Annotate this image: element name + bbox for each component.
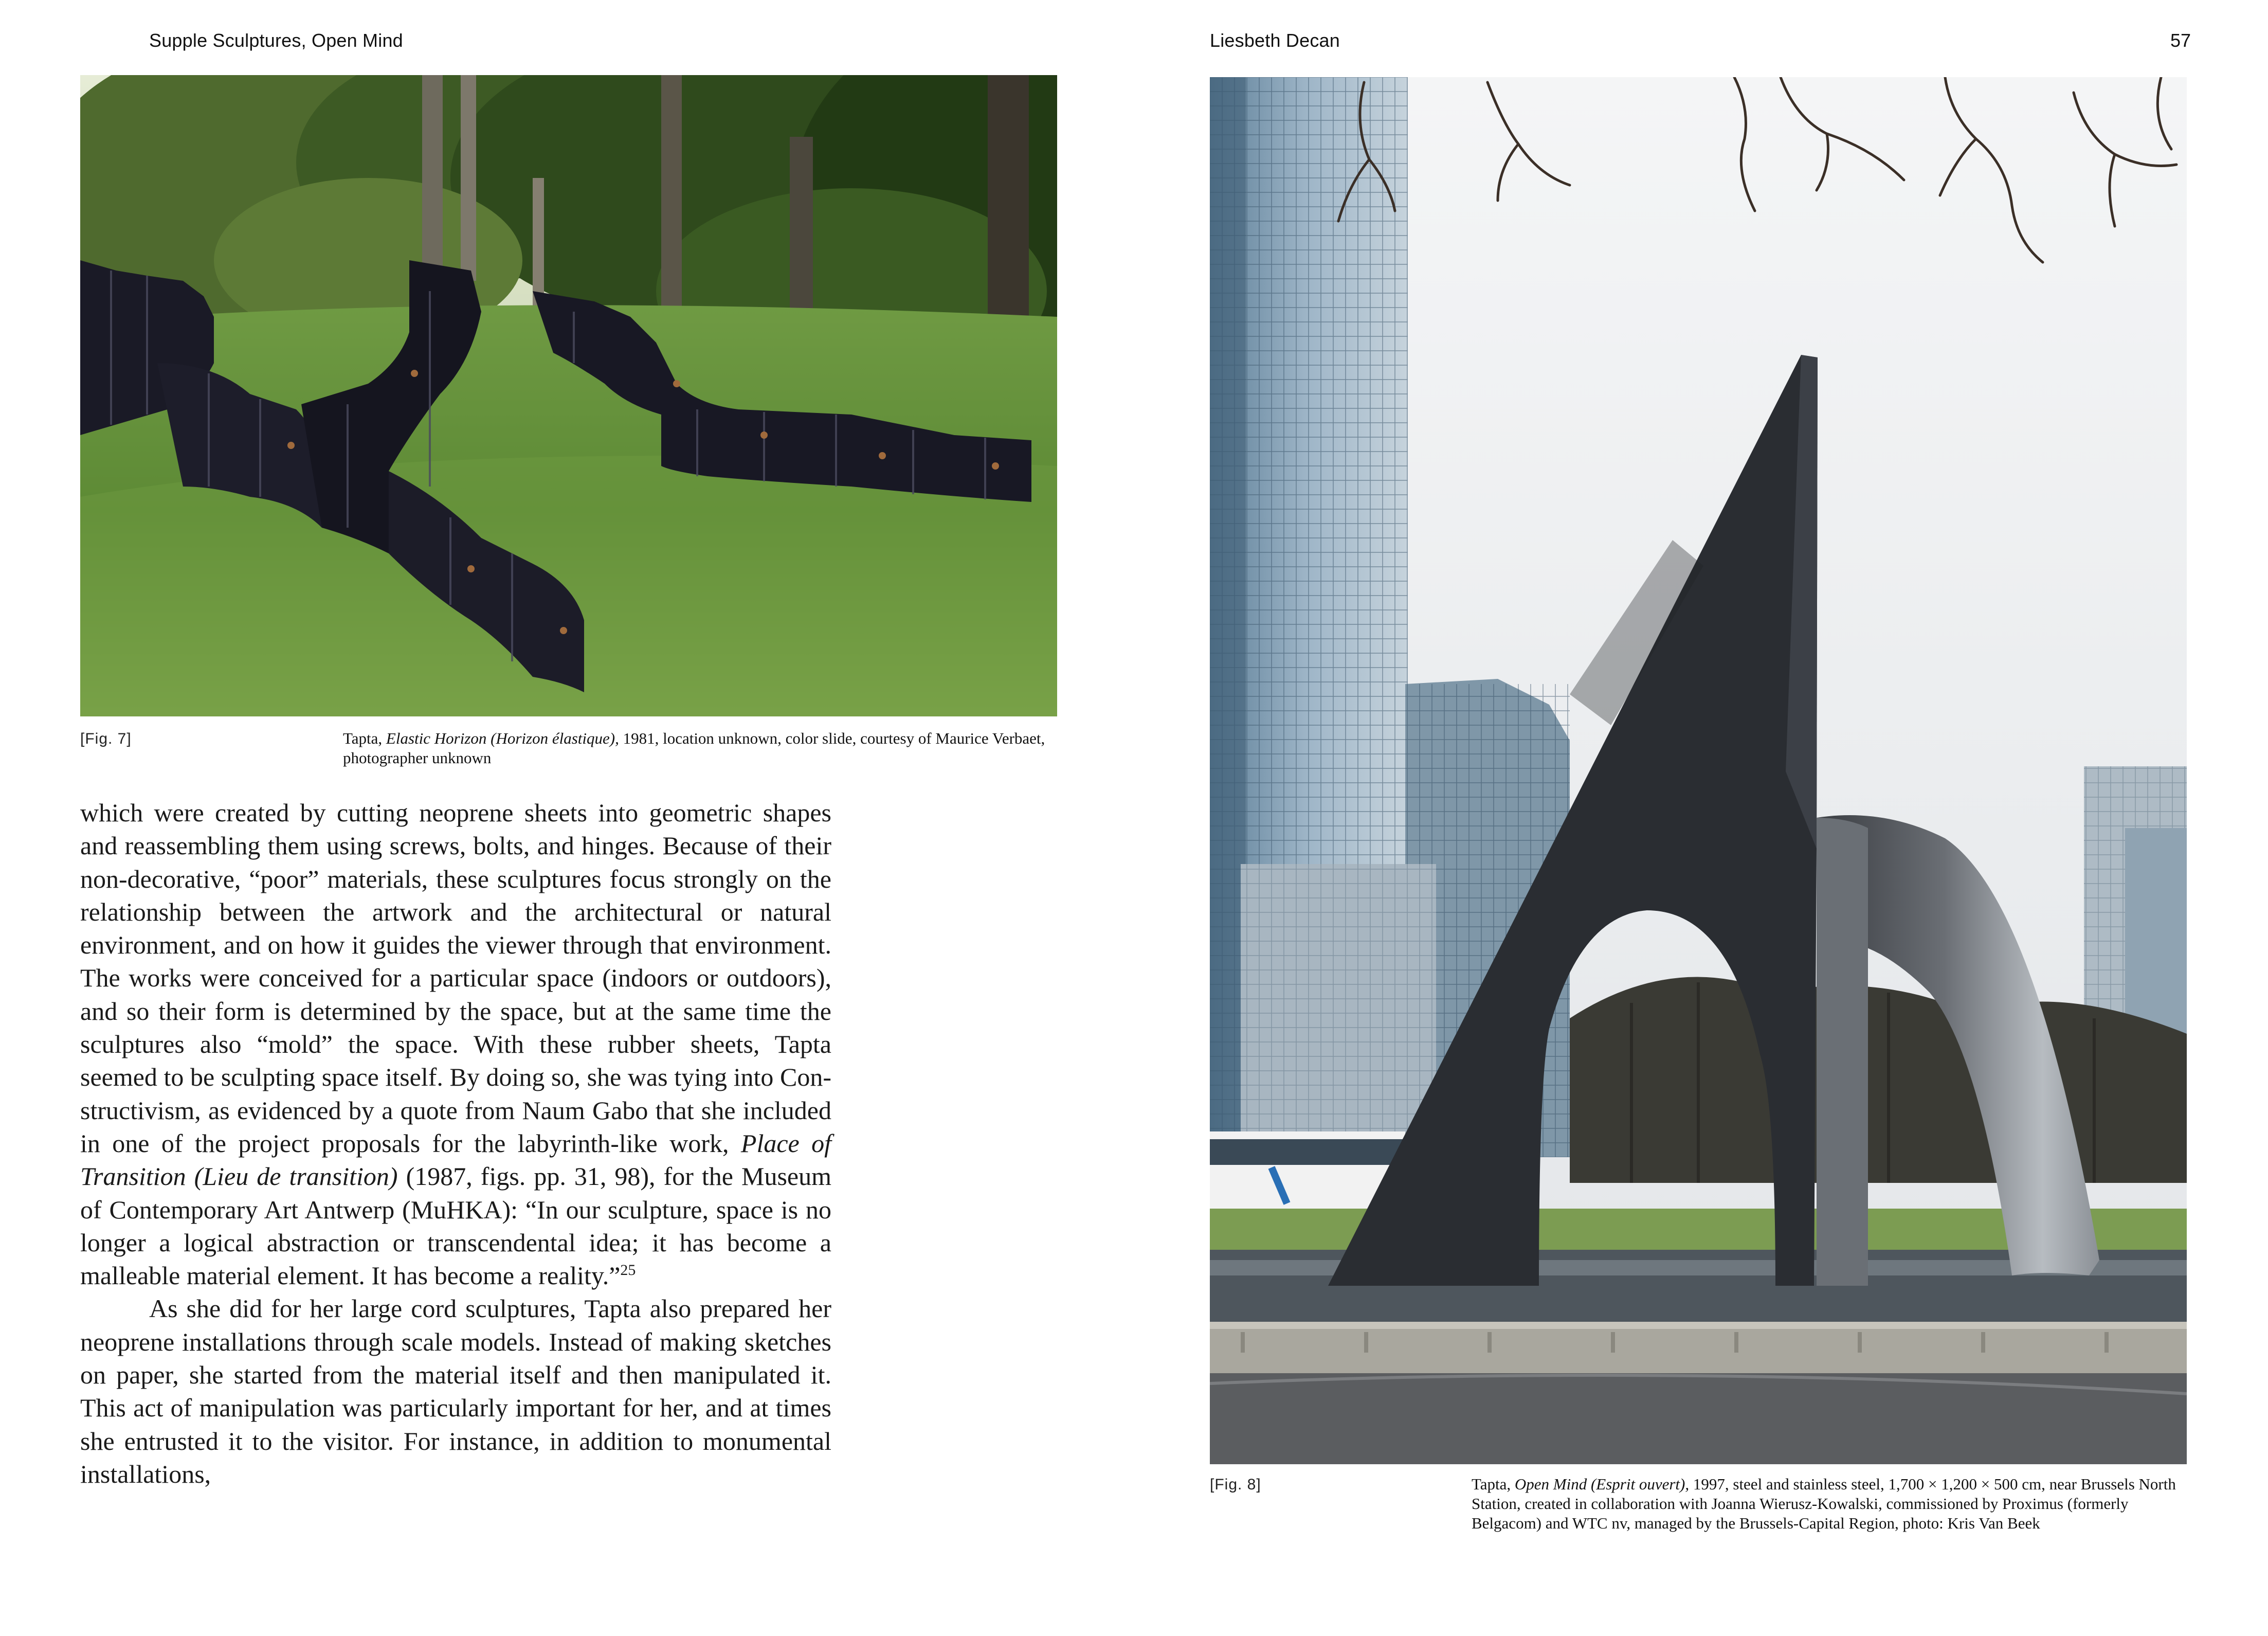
paragraph-text: which were created by cutting neoprene sheets into geometric shapes and reassembling them using screws, bolts, and hinges. Because of their non-decorative, “poor” materials, these sculptures focus strongly on the relationship between the artwork and the architectural or natural environment, and on how it guides the viewer through that environment. The works were conceived for a particular space (indoors or outdoors), and so their form is determined by the space, but at the same time the sculptures also “mold” the space. With these rubber sheets, Tapta seemed to be sculpting space itself. By doing so, she was tying into Constructivism, as evidenced by a quote from Naum Gabo that she included in one of the project proposals for the labyrinth-like work, <box>80 798 831 1158</box>
caption-details: 1997, steel and stainless steel, 1,700 × 1,200 × 500 cm, near Brussels North Station, created in collaboration with Joanna Wierusz-Kowalski, commissioned by Proximus (formerly Belgacom) and WTC nv, managed by the Brussels-Capital Region, photo: Kris Van Beek <box>1472 1475 2176 1532</box>
caption-title: Elastic Horizon (Horizon élastique), <box>386 729 619 747</box>
figure-label: [Fig. 8] <box>1210 1476 1261 1493</box>
caption-title: Open Mind (Esprit ouvert), <box>1514 1475 1690 1493</box>
right-page <box>1134 0 2268 1636</box>
caption-details: 1981, location unknown, color slide, courtesy of Maurice Verbaet, photographer unknown <box>343 729 1045 767</box>
paragraph <box>80 796 831 1292</box>
caption-prefix: Tapta, <box>343 729 386 747</box>
paragraph-text: As she did for her large cord sculptures, Tapta also prepared her neoprene installations through scale models. Instead of making sketches on paper, she started from the material itself and then manipulated it. This act of manipulation was particularly important for her, and at times she entrusted it to the visitor. For instance, in addition to monumental installations, <box>80 1294 831 1488</box>
photo-elastic-horizon <box>80 75 1057 716</box>
body-text <box>80 796 831 1490</box>
running-head-left: Supple Sculptures, Open Mind <box>149 30 403 51</box>
figure-label: [Fig. 7] <box>80 730 132 747</box>
paragraph-text: (1987, figs. pp. 31, 98), for the Museum of Contemporary Art Antwerp (MuHKA): “In our sculpture, space is no longer a logical abstraction or transcendental idea; it has become a malleable material element. It has become a reality.” <box>80 1162 831 1290</box>
figure-caption <box>343 729 1058 768</box>
page-number: 57 <box>2170 30 2191 51</box>
photo-open-mind <box>1210 77 2187 1464</box>
figure-caption <box>1472 1475 2202 1533</box>
paragraph <box>80 1292 831 1490</box>
footnote-ref: 25 <box>620 1262 636 1279</box>
caption-prefix: Tapta, <box>1472 1475 1515 1493</box>
work-title: Place of Transition (Lieu de transition) <box>80 1128 831 1191</box>
running-head-right: Liesbeth Decan <box>1210 30 1340 51</box>
